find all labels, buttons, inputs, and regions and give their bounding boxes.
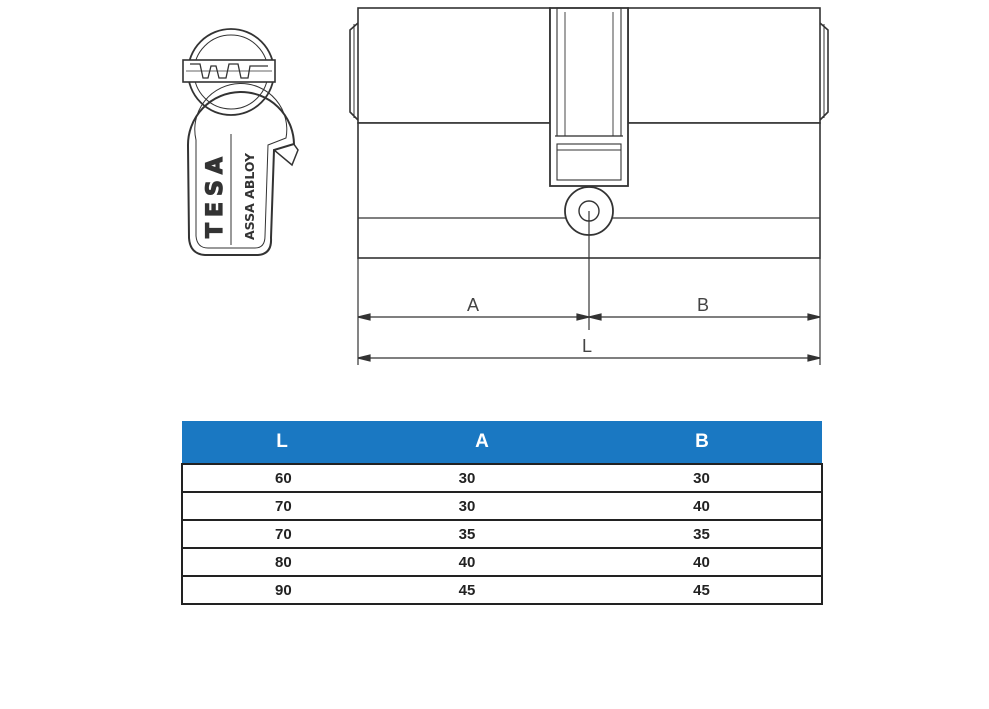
table-header-row [182,421,822,464]
cell-a: 35 [382,520,582,548]
cell-l: 60 [182,464,382,492]
dimension-l-label: L [581,336,593,356]
cell-a: 45 [382,576,582,604]
cell-a: 40 [382,548,582,576]
cell-a: 30 [382,492,582,520]
cell-b: 30 [582,464,822,492]
cell-b: 40 [582,548,822,576]
cell-l: 90 [182,576,382,604]
cell-b: 35 [582,520,822,548]
cylinder-profile-view [183,29,298,255]
logo-brand-text: TESA [203,151,228,238]
dimension-a-label: A [466,295,480,315]
dimension-table [181,421,823,605]
table-row [182,520,822,548]
cell-a: 30 [382,464,582,492]
table-row [182,492,822,520]
table-row [182,576,822,604]
cell-l: 70 [182,520,382,548]
dimension-b-label: B [696,295,710,315]
table-row [182,464,822,492]
cell-l: 80 [182,548,382,576]
cell-b: 40 [582,492,822,520]
cell-b: 45 [582,576,822,604]
cell-l: 70 [182,492,382,520]
logo-group-text: ASSA ABLOY [242,152,257,240]
table-row [182,548,822,576]
header-a: A [382,421,582,464]
header-l: L [182,421,382,464]
header-b: B [582,421,822,464]
